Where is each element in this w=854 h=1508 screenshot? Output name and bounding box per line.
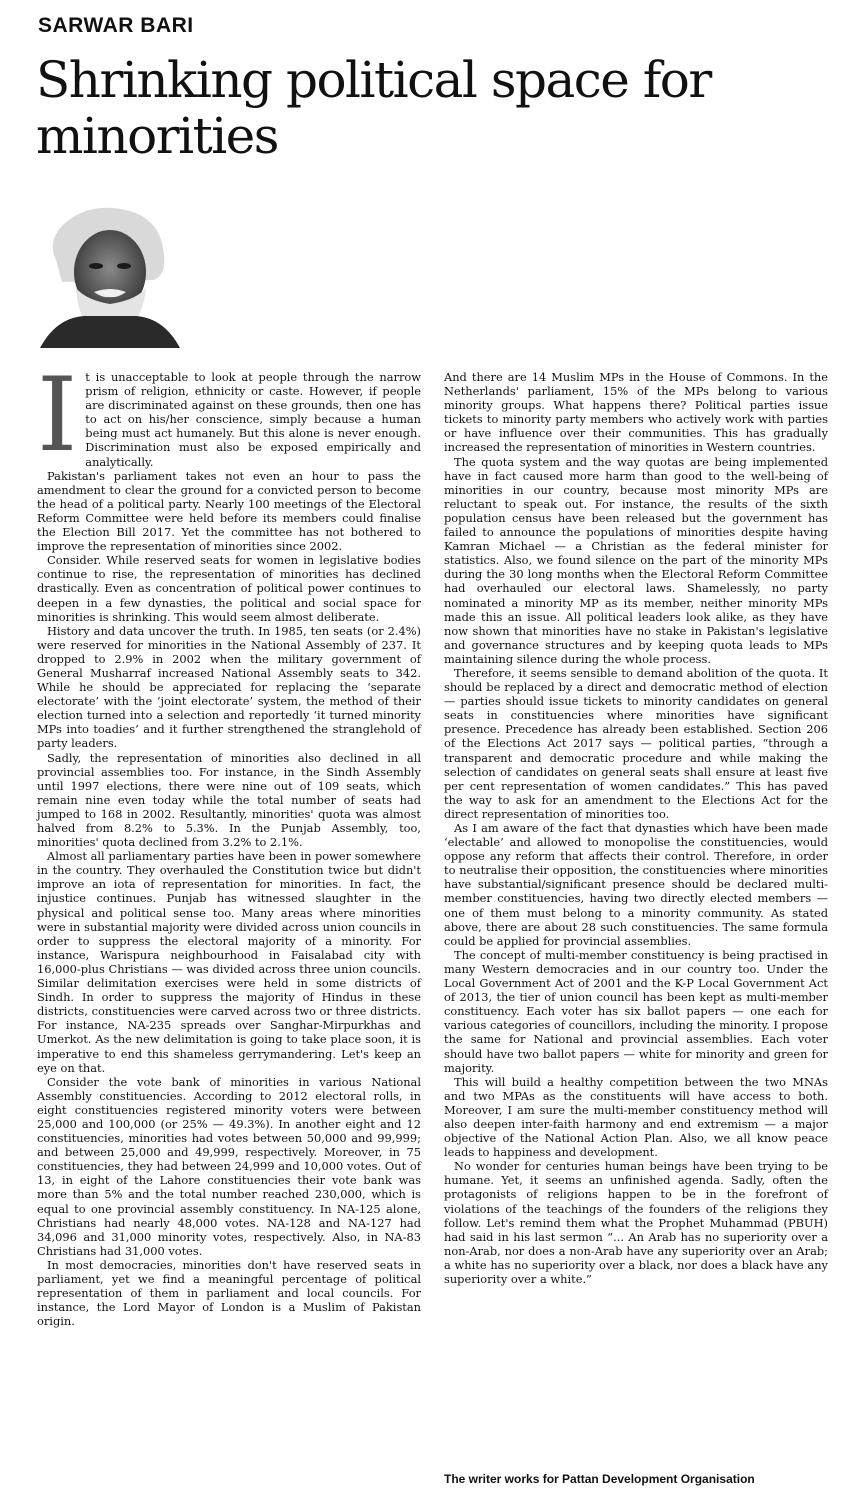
- article-paragraph: History and data uncover the truth. In 1985, ten seats (or 2.4%) were reserved for minorities in the National Assembly of 237. It dropped to 2.9% in 2002 when the military government of General Musharraf increased National Assembly seats to 342. While he should be appreciated for replacing the ‘separate electorate’ with the ‘joint electorate’ system, the method of their election turned into a selection and reportedly ‘it turned minority MPs into toadies’ and it further strengthened the stranglehold of party leaders.: [37, 623, 421, 751]
- article-paragraph: In most democracies, minorities don't have reserved seats in parliament, yet we find a meaningful percentage of political representation of them in parliament and local councils. For instance, the Lord Mayor of London is a Muslim of Pakistan origin.: [37, 1257, 421, 1329]
- article-paragraph: Consider the vote bank of minorities in various National Assembly constituencies. According to 2012 electoral rolls, in eight constituencies registered minority voters were between 25,000 and 100,000 (or 25% — 49.3%). In another eight and 12 constituencies, minorities had votes between 50,000 and 99,999; and between 25,000 and 49,999, respectively. Moreover, in 75 constituencies, they had between 24,999 and 10,000 votes. Out of 13, in eight of the Lahore constituencies their vote bank was more than 5% and the total number reached 230,000, which is equal to one provincial assembly constituency. In NA-125 alone, Christians had nearly 48,000 votes. NA-128 and NA-127 had 34,096 and 31,000 minority votes, respectively. Also, in NA-83 Christians had 31,000 votes.: [37, 1074, 421, 1258]
- article-paragraph: As I am aware of the fact that dynasties which have been made ‘electable’ and allowed to monopolise the constituencies, would oppose any reform that affects their control. Therefore, in order to neutralise their opposition, the constituencies where minorities have substantial/significant presence should be declared multi-member constituencies, having two directly elected members — one of them must belong to a minority community. As stated above, there are about 28 such constituencies. The same formula could be applied for provincial assemblies.: [444, 821, 828, 948]
- article-paragraph: Almost all parliamentary parties have been in power somewhere in the country. They overhauled the Constitution twice but didn't improve an iota of representation for minorities. In fact, the injustice continues. Punjab has witnessed slaughter in the physical and political sense too. Many areas where minorities were in substantial majority were divided across union councils in order to suppress the electoral majority of a minority. For instance, Warispura neighbourhood in Faisalabad city with 16,000-plus Christians — was divided across three union councils. Similar delimitation exercises were held in some districts of Sindh. In order to suppress the majority of Hindus in these districts, constituencies were carved across two or three districts. For instance, NA-235 spreads over Sanghar-Mirpurkhas and Umerkot. As the new delimitation is going to take place soon, it is imperative to end this shameless gerrymandering. Let's keep an eye on that.: [37, 849, 421, 1075]
- headline: Shrinking political space for minorities: [36, 51, 711, 165]
- byline: SARWAR BARI: [38, 14, 194, 37]
- article-paragraph: Sadly, the representation of minorities also declined in all provincial assemblies too. For instance, in the Sindh Assembly until 1997 elections, there were nine out of 109 seats, which remain nine even today while the total number of seats had jumped to 168 in 2002. Resultantly, minorities' quota was almost halved from 8.2% to 5.3%. In the Punjab Assembly, too, minorities' quota declined from 3.2% to 2.1%.: [37, 750, 421, 850]
- author-footnote: The writer works for Pattan Development Organisation: [444, 1472, 755, 1486]
- article-paragraph: No wonder for centuries human beings have been trying to be humane. Yet, it seems an unfinished agenda. Sadly, often the protagonists of religions happen to be in the forefront of violations of the teachings of the founders of the religions they follow. Let's remind them what the Prophet Muhammad (PBUH) had said in his last sermon “... An Arab has no superiority over a non-Arab, nor does a non-Arab have any superiority over an Arab; a white has no superiority over a black, nor does a black have any superiority over a white.”: [444, 1159, 828, 1286]
- article-paragraph: The concept of multi-member constituency is being practised in many Western democracies and in our country too. Under the Local Government Act of 2001 and the K-P Local Government Act of 2013, the tier of union council has been kept as multi-member constituency. Each voter has six ballot papers — one each for various categories of councillors, including the minority. I propose the same for National and provincial assemblies. Each voter should have two ballot papers — white for minority and green for majority.: [444, 947, 828, 1075]
- article-paragraph: And there are 14 Muslim MPs in the House of Commons. In the Netherlands' parliament, 15% of the MPs belong to various minority groups. What happens there? Political parties issue tickets to minority party members who actively work with parties or have influence over their communities. This has gradually increased the representation of minorities in Western countries.: [444, 370, 828, 455]
- article-paragraph: Therefore, it seems sensible to demand abolition of the quota. It should be replaced by a direct and democratic method of election — parties should issue tickets to minority candidates on general seats in constituencies where minorities have significant presence. Precedence has already been established. Section 206 of the Elections Act 2017 says — political parties, “through a transparent and democratic procedure and while making the selection of candidates on general seats shall ensure at least five per cent representation of women candidates.” This has paved the way to ask for an amendment to the Elections Act for the direct representation of minorities too.: [444, 665, 828, 821]
- article-paragraph: Pakistan's parliament takes not even an hour to pass the amendment to clear the ground for a convicted person to become the head of a political party. Nearly 100 meetings of the Electoral Reform Committee were held before its members could finalise the Election Bill 2017. Yet the committee has not bothered to improve the representation of minorities since 2002.: [37, 468, 421, 554]
- article-paragraph: t is unacceptable to look at people through the narrow prism of religion, ethnicity or caste. However, if people are discriminated against on these grounds, then one has to act on his/her conscience, simply because a human being must act humanely. But this alone is never enough. Discrimination must also be exposed empirically and analytically.: [85, 370, 421, 469]
- author-portrait-icon: [36, 200, 184, 348]
- article-paragraph: This will build a healthy competition between the two MNAs and two MPAs as the constituents will have access to both. Moreover, I am sure the multi-member constituency method will also deepen inter-faith harmony and end extremism — a major objective of the National Action Plan. Also, we all know peace leads to happiness and development.: [444, 1074, 828, 1160]
- drop-cap: I: [37, 356, 78, 475]
- article-column-left: [37, 356, 421, 1329]
- article-paragraph: Consider. While reserved seats for women in legislative bodies continue to rise, the representation of minorities has declined drastically. Even as concentration of political power continues to deepen in a few dynasties, the political and social space for minorities is shrinking. This would seem almost deliberate.: [37, 553, 421, 624]
- article-paragraph: The quota system and the way quotas are being implemented have in fact caused more harm than good to the well-being of minorities in our country, because most minority MPs are reluctant to speak out. For instance, the results of the sixth population census have been released but the government has failed to announce the populations of minorities despite having Kamran Michael — a Christian as the federal minister for statistics. Also, we found silence on the part of the minority MPs during the 30 long months when the Electoral Reform Committee had overhauled our electoral laws. Shamelessly, no party nominated a minority MP as its member, neither minority MPs made this an issue. All political leaders look alike, as they have now shown that minorities have no stake in Pakistan's legislative and governance structures and by keeping quota leads to MPs maintaining silence during the whole process.: [444, 454, 828, 666]
- article-column-right: [444, 370, 828, 1286]
